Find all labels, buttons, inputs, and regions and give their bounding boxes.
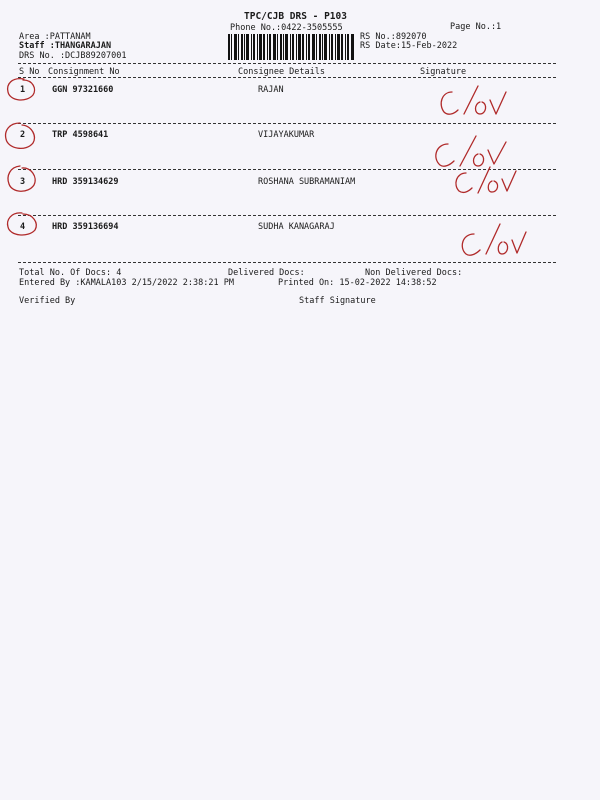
delivered-docs: Delivered Docs:: [228, 268, 305, 278]
column-signature: Signature: [420, 67, 467, 77]
table-divider-bottom: [18, 262, 556, 263]
column-consignee: Consignee Details: [238, 67, 325, 77]
rs-number: RS No.:892070: [360, 32, 427, 42]
row-sno: 3: [20, 177, 26, 187]
row-sno: 2: [20, 130, 26, 140]
handwritten-circle: [4, 210, 40, 240]
column-sno: S No: [19, 67, 40, 77]
row-consignment: HRD 359134629: [52, 177, 119, 187]
row-consignment: HRD 359136694: [52, 222, 119, 232]
row-divider: [18, 123, 556, 124]
rs-date: RS Date:15-Feb-2022: [360, 41, 458, 51]
area-label: Area :PATTANAM: [19, 32, 91, 42]
handwritten-signature: [450, 163, 520, 197]
row-sno: 4: [20, 222, 26, 232]
row-consignment: TRP 4598641: [52, 130, 109, 140]
row-consignee: VIJAYAKUMAR: [258, 130, 315, 140]
row-sno: 1: [20, 85, 26, 95]
verified-by: Verified By: [19, 296, 76, 306]
handwritten-circle: [4, 76, 38, 104]
phone-number: Phone No.:0422-3505555: [230, 23, 343, 33]
staff-signature: Staff Signature: [299, 296, 376, 306]
entered-by: Entered By :KAMALA103 2/15/2022 2:38:21 PM: [19, 278, 234, 288]
handwritten-signature: [434, 82, 514, 120]
header-divider-top: [18, 63, 556, 64]
sheet-title: TPC/CJB DRS - P103: [244, 11, 347, 22]
page-number: Page No.:1: [450, 22, 502, 32]
row-consignee: RAJAN: [258, 85, 284, 95]
barcode-image: [228, 34, 354, 60]
header-divider-bottom: [18, 77, 556, 78]
row-consignee: SUDHA KANAGARAJ: [258, 222, 335, 232]
drs-number: DRS No. :DCJB89207001: [19, 51, 127, 61]
column-consignment: Consignment No: [48, 67, 120, 77]
non-delivered-docs: Non Delivered Docs:: [365, 268, 463, 278]
row-consignee: ROSHANA SUBRAMANIAM: [258, 177, 356, 187]
staff-label: Staff :THANGARAJAN: [19, 41, 112, 51]
printed-on: Printed On: 15-02-2022 14:38:52: [278, 278, 437, 288]
total-docs: Total No. Of Docs: 4: [19, 268, 122, 278]
row-consignment: GGN 97321660: [52, 85, 114, 95]
handwritten-circle: [4, 163, 40, 197]
handwritten-circle: [2, 120, 40, 154]
handwritten-signature: [456, 220, 530, 260]
row-divider: [18, 215, 556, 216]
